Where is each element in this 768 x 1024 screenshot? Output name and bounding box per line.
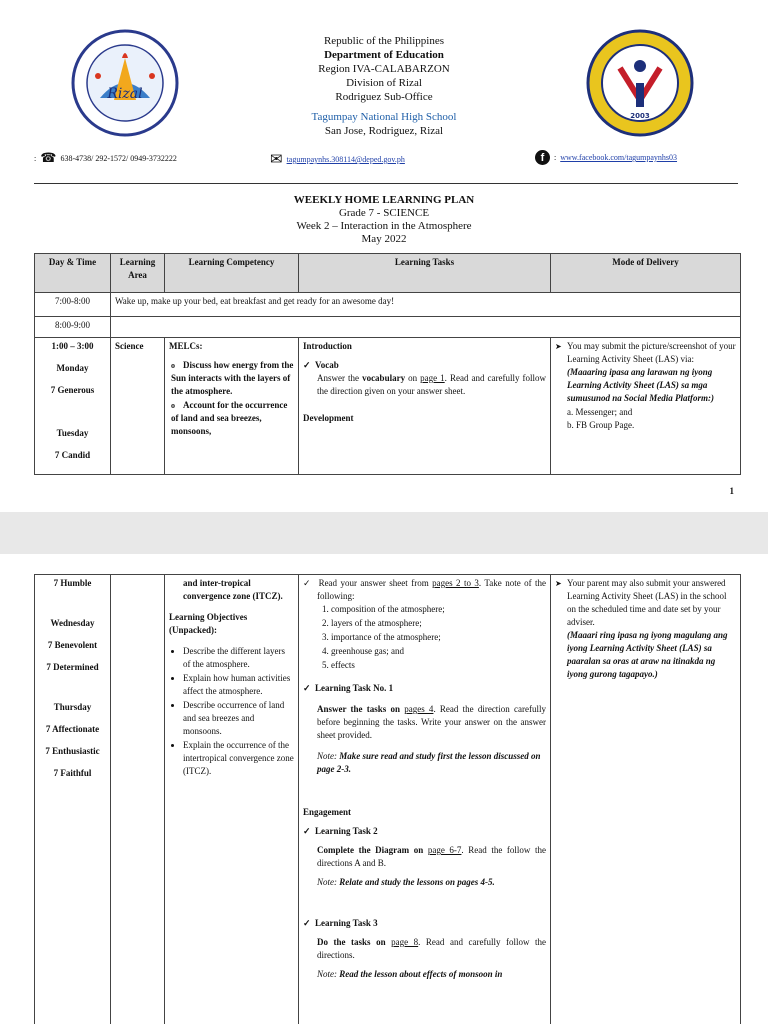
vocab-label: ✓ Vocab [303,360,339,370]
note-item: 1. composition of the atmosphere; [331,603,546,616]
section-label: 7 Faithful [53,768,92,778]
introduction-label: Introduction [303,341,352,351]
note-item: 2. layers of the atmosphere; [331,617,546,630]
svg-text:2003: 2003 [630,112,650,120]
region-line: Region IVA-CALABARZON [318,63,450,75]
melcs-label: MELCs: [169,341,203,351]
header-mode: Mode of Delivery [551,254,741,293]
division-line: Division of Rizal [346,77,422,89]
section-label: 7 Benevolent [47,640,98,650]
objective-item: • Describe occurrence of land and sea breezes and monsoons. [183,699,294,738]
task2-instruction: Complete the Diagram on page 6-7. Read the follow the directions A and B. [317,845,546,868]
row-activity: Wake up, make up your bed, eat breakfast and get ready for an awesome day! [111,293,741,317]
vocab-instruction: Answer the vocabulary on page 1. Read and carefully follow the direction given on your answer sheet. [317,373,547,396]
task1-note: Note: Make sure read and study first the lesson discussed on page 2-3. [317,751,541,774]
row-time: 7:00-8:00 [35,293,111,317]
republic-line: Republic of the Philippines [323,35,445,47]
note-item: 3. importance of the atmosphere; [331,631,546,644]
section-label: 7 Determined [46,662,99,672]
mode-cell [551,575,741,1024]
svg-text:Rizal: Rizal [107,86,143,102]
school-address: San Jose, Rodriguez, Rizal [324,125,444,137]
row-time: 8:00-9:00 [35,317,111,338]
header-competency: Learning Competency [165,254,299,293]
day-label: Thursday [53,702,92,712]
phone-icon: ☎ [40,150,57,165]
competency-cell [165,338,299,475]
header-day-time: Day & Time [35,254,111,293]
task3-note: Note: Read the lesson about effects of monsoon in [317,969,503,979]
facebook-icon: f [535,150,550,165]
read-instruction: ✓ Read your answer sheet from pages 2 to 3. Take note of the following: [303,578,547,601]
phone-numbers: 638-4738/ 292-1572/ 0949-3732222 [60,153,177,163]
learning-area-cell [111,575,165,1024]
note-item: 5. effects [331,659,546,672]
learning-plan-table [34,253,741,475]
table-row [35,293,741,317]
competency-item: o Discuss how energy from the Sun interacts with the layers of the atmosphere. [171,359,294,398]
section-label: 7 Affectionate [45,724,100,734]
week-line: Week 2 – Interaction in the Atmosphere [296,220,472,232]
day-label: Wednesday [50,618,95,628]
task3-instruction: Do the tasks on page 8. Read and carefully follow the directions. [317,937,546,960]
document-page-2 [0,554,768,1024]
plan-title [200,194,568,246]
tasks-cell [299,338,551,475]
objective-item: • Explain how human activities affect the atmosphere. [183,672,294,698]
page-link[interactable]: page 6-7 [427,845,462,855]
facebook-contact: f : www.facebook.com/tagumpaynhs03 [535,150,677,165]
task1-instruction: Answer the tasks on pages 4. Read the direction carefully before beginning the tasks. Write your answer on the answer sheet provided. [317,704,547,740]
mode-cell [551,338,741,475]
letterhead [200,34,568,138]
header-tasks: Learning Tasks [299,254,551,293]
task2-label: ✓ Learning Task 2 [303,826,378,836]
phone-contact: : ☎ 638-4738/ 292-1572/ 0949-3732222 [34,150,177,165]
task2-note: Note: Relate and study the lessons on pages 4-5. [317,877,495,887]
department-line: Department of Education [324,49,444,61]
page-link[interactable]: pages 4 [404,704,434,714]
facebook-link[interactable]: www.facebook.com/tagumpaynhs03 [560,153,678,162]
competency-item: o Account for the occurrence of land and sea breezes, monsoons, [171,399,294,438]
task3-label: ✓ Learning Task 3 [303,918,378,928]
section-label: 7 Candid [54,450,91,460]
row-activity-empty [111,317,741,338]
day-cell [35,575,111,1024]
section-label: 7 Enthusiastic [45,746,100,756]
table-header-row [35,254,741,293]
competency-continued: and inter-tropical convergence zone (ITCZ). [183,578,283,601]
learning-plan-table-continued [34,574,741,1024]
deped-seal-logo [70,28,180,143]
competency-cell [165,575,299,1024]
task1-label: ✓ Learning Task No. 1 [303,683,394,693]
development-label: Development [303,413,354,423]
page-link[interactable]: page 1 [420,373,445,383]
school-seal-logo [585,28,695,143]
school-name: Tagumpay National High School [311,111,457,123]
learning-area-cell: Science [111,338,165,475]
mode-item: ➤ You may submit the picture/screenshot of your Learning Activity Sheet (LAS) via: (Maaaring ipasa ang larawan ng iyong Learning Activity Sheet (LAS) sa mga sumusunod na Social Media Platform:) [555,340,736,405]
email-contact [270,150,405,169]
engagement-label: Engagement [303,807,351,817]
date-line: May 2022 [361,233,407,245]
page-link[interactable]: page 8 [391,937,419,947]
header-learning-area: Learning Area [111,254,165,293]
suboffice-line: Rodriguez Sub-Office [335,91,433,103]
mode-option: a. Messenger; and [567,407,633,417]
day-cell [35,338,111,475]
day-label: Monday [56,363,89,373]
objective-item: • Describe the different layers of the atmosphere. [183,645,294,671]
section-label: 7 Generous [50,385,95,395]
plan-heading: WEEKLY HOME LEARNING PLAN [293,194,475,206]
email-link[interactable]: tagumpaynhs.308114@deped.gov.ph [286,155,405,164]
page-link[interactable]: pages 2 to 3 [432,578,479,588]
day-label: Tuesday [56,428,89,438]
mode-item: ➤ Your parent may also submit your answered Learning Activity Sheet (LAS) in the school on the scheduled time and date set by your adviser. (Maaari ring ipasa ng iyong magulang ang iyong Learning Activity Sheet (LAS) sa paaralan sa oras at araw na itinakda ng iyong gurong tagapayo.) [555,577,736,681]
time-slot: 1:00 – 3:00 [51,341,94,351]
note-item: 4. greenhouse gas; and [331,645,546,658]
section-label: 7 Humble [53,578,92,588]
table-row [35,338,741,475]
table-row [35,575,741,1024]
mode-option: b. FB Group Page. [567,420,635,430]
table-row [35,317,741,338]
header-divider [34,183,738,184]
tasks-cell [299,575,551,1024]
objectives-title: Learning Objectives (Unpacked): [169,612,248,635]
objective-item: • Explain the occurrence of the intertropical convergence zone (ITCZ). [183,739,294,778]
email-icon: ✉ [270,152,283,168]
grade-line: Grade 7 - SCIENCE [338,207,430,219]
page-number: 1 [729,486,734,496]
